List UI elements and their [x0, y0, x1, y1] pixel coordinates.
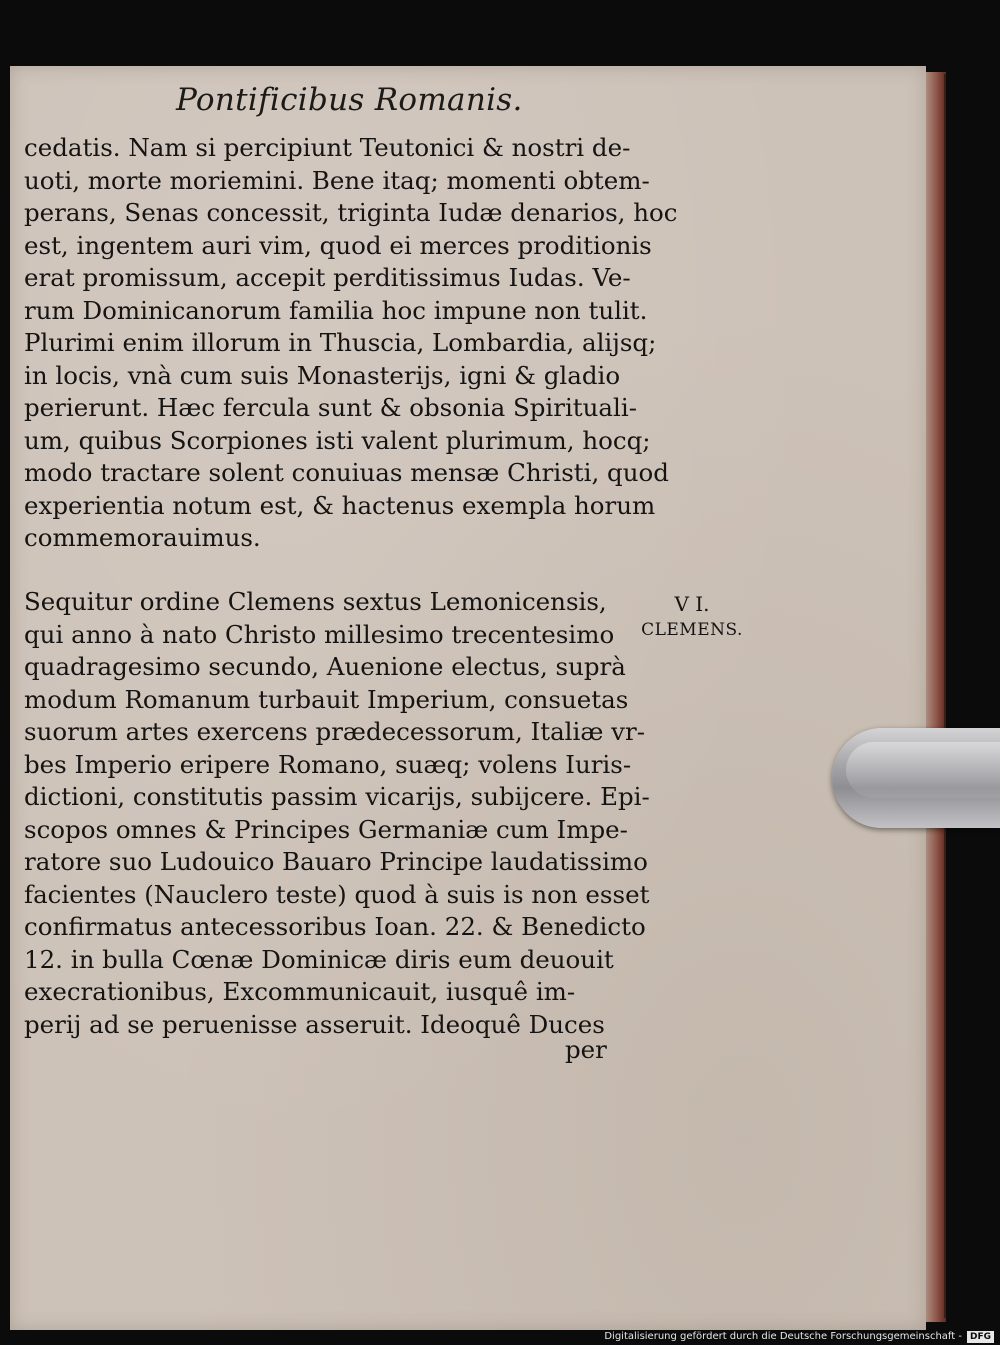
- text-line: experientia notum est, & hactenus exempla horum: [24, 490, 656, 520]
- text-line: 12. in bulla Cœnæ Dominicæ diris eum deuouit: [24, 944, 614, 974]
- text-line: confirmatus antecessoribus Ioan. 22. & Benedicto: [24, 912, 646, 941]
- text-line: erat promissum, accepit perditissimus Iudas. Ve-: [24, 263, 631, 292]
- clip-highlight: [846, 742, 1000, 798]
- text-line: rum Dominicanorum familia hoc impune non tulit.: [24, 295, 648, 325]
- running-title: Pontificibus Romanis.: [176, 82, 523, 118]
- text-line: perans, Senas concessit, triginta Iudæ denarios, hoc: [24, 198, 678, 227]
- dfg-logo-icon: DFG: [967, 1331, 994, 1343]
- marginal-number: V I.: [674, 592, 710, 616]
- text-line: suorum artes exercens prædecessorum, Italiæ vr-: [24, 717, 645, 746]
- text-line: Sequitur ordine Clemens sextus Lemonicensis,: [24, 587, 607, 616]
- text-line: dictioni, constitutis passim vicarijs, subijcere. Epi-: [24, 782, 650, 811]
- paragraph-1: [24, 132, 678, 555]
- page-edge: [926, 72, 946, 1322]
- text-line: cedatis. Nam si percipiunt Teutonici & nostri de-: [24, 133, 631, 162]
- text-line: in locis, vnà cum suis Monasterijs, igni & gladio: [24, 360, 621, 390]
- marginal-note: [632, 590, 752, 642]
- text-line: execrationibus, Excommunicauit, iusquê im-: [24, 977, 576, 1006]
- catchword: per: [565, 1035, 607, 1064]
- text-line: modum Romanum turbauit Imperium, consuetas: [24, 684, 629, 714]
- text-line: facientes (Nauclero teste) quod à suis is non esset: [24, 879, 650, 909]
- text-line: commemorauimus.: [24, 523, 261, 552]
- text-line: um, quibus Scorpiones isti valent plurimum, hocq;: [24, 425, 651, 455]
- page-edge-shadow: [944, 74, 946, 1318]
- text-line: quadragesimo secundo, Auenione electus, suprà: [24, 652, 626, 681]
- text-line: ratore suo Ludouico Bauaro Principe laudatissimo: [24, 847, 648, 876]
- text-line: est, ingentem auri vim, quod ei merces proditionis: [24, 230, 652, 260]
- paragraph-2: [24, 586, 650, 1041]
- text-line: bes Imperio eripere Romano, suæq; volens Iuris-: [24, 749, 632, 779]
- text-line: scopos omnes & Principes Germaniæ cum Impe-: [24, 814, 628, 844]
- text-line: perierunt. Hæc fercula sunt & obsonia Spirituali-: [24, 393, 637, 422]
- funding-credit: Digitalisierung gefördert durch die Deutsche Forschungsgemeinschaft -: [604, 1331, 962, 1342]
- text-line: modo tractare solent conuiuas mensæ Christi, quod: [24, 458, 669, 487]
- text-line: qui anno à nato Christo millesimo trecentesimo: [24, 619, 615, 649]
- marginal-name: CLEMENS.: [641, 620, 743, 640]
- text-line: perij ad se peruenisse asseruit. Ideoquê Duces: [24, 1009, 605, 1039]
- text-line: uoti, morte moriemini. Bene itaq; momenti obtem-: [24, 165, 650, 195]
- text-line: Plurimi enim illorum in Thuscia, Lombardia, alijsq;: [24, 328, 657, 357]
